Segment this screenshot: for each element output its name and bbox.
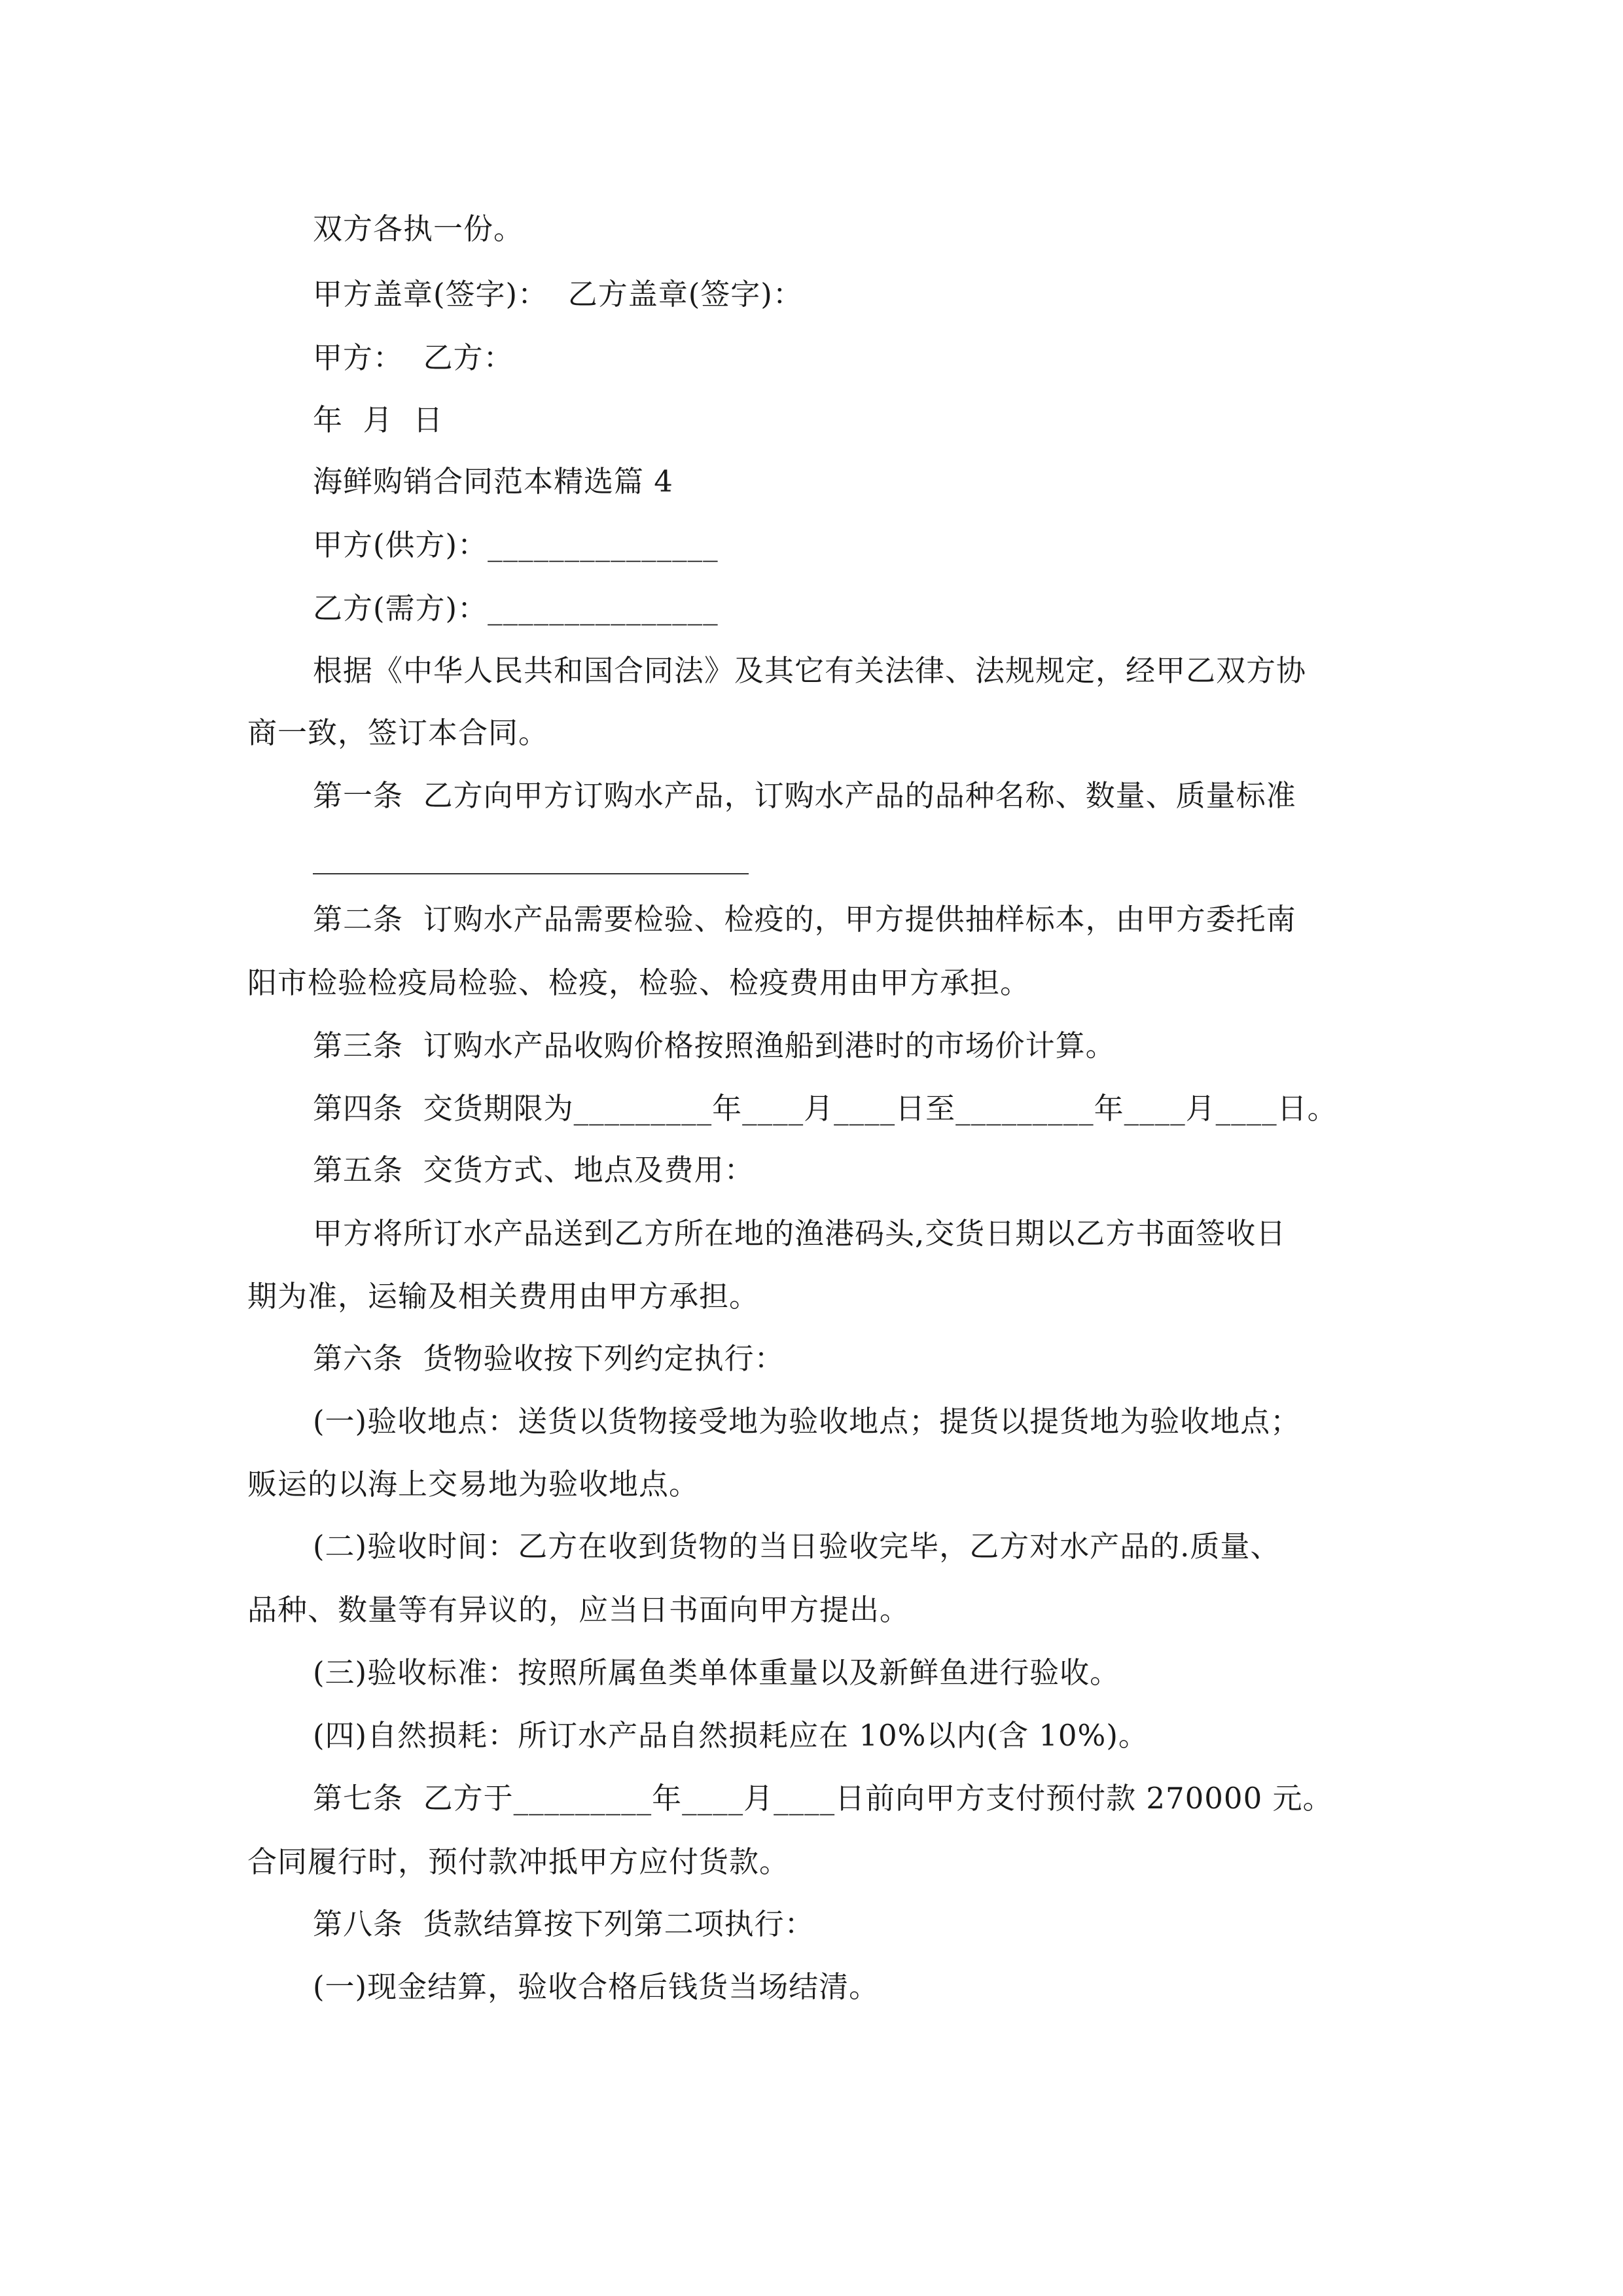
text-line: 第三条 订购水产品收购价格按照渔船到港时的市场价计算。 — [313, 1028, 1116, 1063]
text-line: 甲方将所订水产品送到乙方所在地的渔港码头,交货日期以乙方书面签收日 — [313, 1216, 1287, 1251]
text-line: 根据《中华人民共和国合同法》及其它有关法律、法规规定，经甲乙双方协 — [313, 653, 1307, 688]
section-title: 海鲜购销合同范本精选篇 4 — [313, 464, 673, 499]
text-line: 商一致，签订本合同。 — [247, 715, 549, 750]
text-line: 乙方(需方)：_______________ — [313, 591, 719, 626]
text-line: (一)现金结算，验收合格后钱货当场结清。 — [313, 1969, 880, 2004]
text-line: (一)验收地点：送货以货物接受地为验收地点；提货以提货地为验收地点； — [313, 1404, 1301, 1439]
text-line: 品种、数量等有异议的，应当日书面向甲方提出。 — [247, 1592, 910, 1627]
text-line: (三)验收标准：按照所属鱼类单体重量以及新鲜鱼进行验收。 — [313, 1655, 1120, 1690]
text-line: 第六条 货物验收按下列约定执行： — [313, 1341, 785, 1376]
text-line: (四)自然损耗：所订水产品自然损耗应在 10%以内(含 10%)。 — [313, 1718, 1149, 1753]
text-line: 第一条 乙方向甲方订购水产品，订购水产品的品种名称、数量、质量标准 — [313, 778, 1296, 813]
blank-underline — [313, 873, 749, 874]
text-line: 甲方(供方)：_______________ — [313, 528, 719, 562]
text-line: 第四条 交货期限为_________年____月____日至_________年____月____日。 — [313, 1091, 1338, 1126]
text-line: 第七条 乙方于_________年____月____日前向甲方支付预付款 270000 元。 — [313, 1781, 1333, 1816]
text-line: 贩运的以海上交易地为验收地点。 — [247, 1467, 700, 1501]
text-line: 双方各执一份。 — [313, 211, 524, 246]
text-line: 年 月 日 — [313, 403, 444, 437]
text-line: 第八条 货款结算按下列第二项执行： — [313, 1907, 815, 1941]
text-line: 合同履行时，预付款冲抵甲方应付货款。 — [247, 1844, 790, 1879]
text-line: 第二条 订购水产品需要检验、检疫的，甲方提供抽样标本，由甲方委托南 — [313, 902, 1296, 937]
text-line: (二)验收时间：乙方在收到货物的当日验收完毕，乙方对水产品的.质量、 — [313, 1529, 1281, 1564]
text-line: 第五条 交货方式、地点及费用： — [313, 1153, 755, 1187]
text-line: 甲方盖章(签字)： 乙方盖章(签字)： — [313, 277, 803, 312]
text-line: 甲方： 乙方： — [313, 340, 514, 375]
text-line: 阳市检验检疫局检验、检疫，检验、检疫费用由甲方承担。 — [247, 965, 1031, 1000]
text-line: 期为准，运输及相关费用由甲方承担。 — [247, 1279, 760, 1314]
